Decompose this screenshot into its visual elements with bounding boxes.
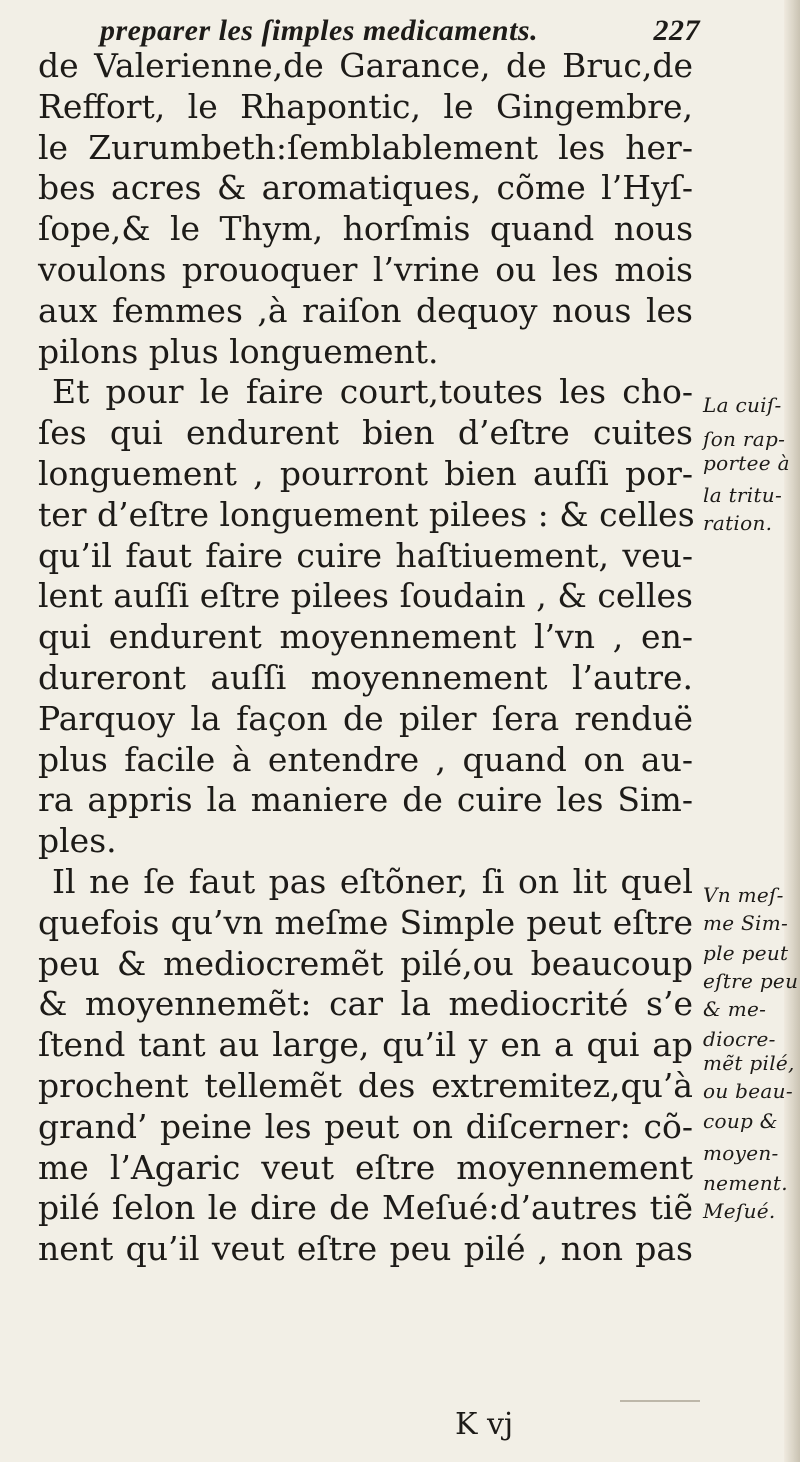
- margin-note-line: portee à: [703, 451, 790, 475]
- text-line: ſtend tant au large, qu’il y en a qui ap: [38, 1025, 693, 1065]
- main-text-block: [38, 46, 693, 1270]
- text-line: & moyennemẽt: car la mediocrité s’e: [38, 984, 693, 1024]
- text-line: ter d’eſtre longuement pilees : & celles: [38, 494, 695, 534]
- signature-mark: K vj: [455, 1407, 514, 1442]
- text-line: le Zurumbeth:ſemblablement les her-: [38, 127, 693, 167]
- text-line: nent qu’il veut eſtre peu pilé , non pas: [38, 1229, 693, 1269]
- text-line: Reffort, le Rhapontic, le Gingembre,: [38, 86, 693, 126]
- margin-note-line: La cuiſ-: [703, 393, 782, 417]
- margin-note-line: ſon rap-: [703, 427, 786, 451]
- text-line: longuement , pourront bien auſſi por-: [38, 453, 693, 493]
- text-line: grand’ peine les peut on diſcerner: cõ-: [38, 1106, 693, 1146]
- text-line: ſope,& le Thym, horſmis quand nous: [38, 209, 693, 249]
- running-title: preparer les ſimples medicaments.: [100, 14, 539, 47]
- page-number: 227: [653, 14, 700, 47]
- margin-note-line: & me-: [703, 997, 767, 1021]
- margin-note-line: Vn meſ-: [703, 883, 784, 907]
- margin-note-line: moyen-: [703, 1141, 779, 1165]
- text-line: qu’il faut faire cuire haſtiuement, veu-: [38, 535, 693, 575]
- margin-note-line: eſtre peu: [703, 969, 799, 993]
- text-line: lent auſſi eſtre pilees ſoudain , & celles: [38, 576, 693, 616]
- margin-note-line: la tritu-: [703, 483, 783, 507]
- margin-note-line: ration.: [703, 511, 773, 535]
- text-line: dureront auſſi moyennement l’autre.: [38, 657, 693, 697]
- margin-note-line: nement.: [703, 1171, 788, 1195]
- text-line: peu & mediocremẽt pilé,ou beaucoup: [38, 943, 693, 983]
- margin-note-line: diocre-: [703, 1027, 776, 1051]
- text-line: plus facile à entendre , quand on au-: [38, 739, 693, 779]
- text-line: bes acres & aromatiques, cõme l’Hyſ-: [38, 168, 693, 208]
- text-line: pilons plus longuement.: [38, 331, 439, 371]
- text-line: Parquoy la façon de piler ſera renduë: [38, 698, 693, 738]
- text-line: ples.: [38, 821, 117, 861]
- margin-note-line: me Sim-: [703, 911, 789, 935]
- page-gutter: [784, 0, 800, 1462]
- text-line: pilé ſelon le dire de Meſué:d’autres tiẽ: [38, 1188, 693, 1228]
- text-line: voulons prouoquer l’vrine ou les mois: [38, 249, 693, 289]
- text-line: aux femmes ,à raiſon dequoy nous les: [38, 290, 693, 330]
- text-line: Il ne ſe faut pas eſtõner, ſi on lit quel: [52, 861, 693, 901]
- margin-note-line: Meſué.: [703, 1199, 776, 1223]
- margin-note-line: ou beau-: [703, 1079, 793, 1103]
- text-line: ra appris la maniere de cuire les Sim-: [38, 780, 693, 820]
- text-line: de Valerienne,de Garance, de Bruc,de: [38, 46, 693, 85]
- text-line: prochent tellemẽt des extremitez,qu’à: [38, 1065, 693, 1105]
- margin-note-line: mẽt pilé,: [703, 1051, 795, 1075]
- text-line: me l’Agaric veut eſtre moyennement: [38, 1147, 693, 1187]
- margin-note-line: ple peut: [703, 941, 789, 965]
- text-line: Et pour le faire court,toutes les cho-: [52, 372, 693, 412]
- ink-smudge: [620, 1400, 700, 1402]
- text-line: ſes qui endurent bien d’eſtre cuites: [38, 413, 693, 453]
- margin-note-line: coup &: [703, 1109, 778, 1133]
- text-line: qui endurent moyennement l’vn , en-: [38, 617, 693, 657]
- text-line: quefois qu’vn meſme Simple peut eſtre: [38, 902, 693, 942]
